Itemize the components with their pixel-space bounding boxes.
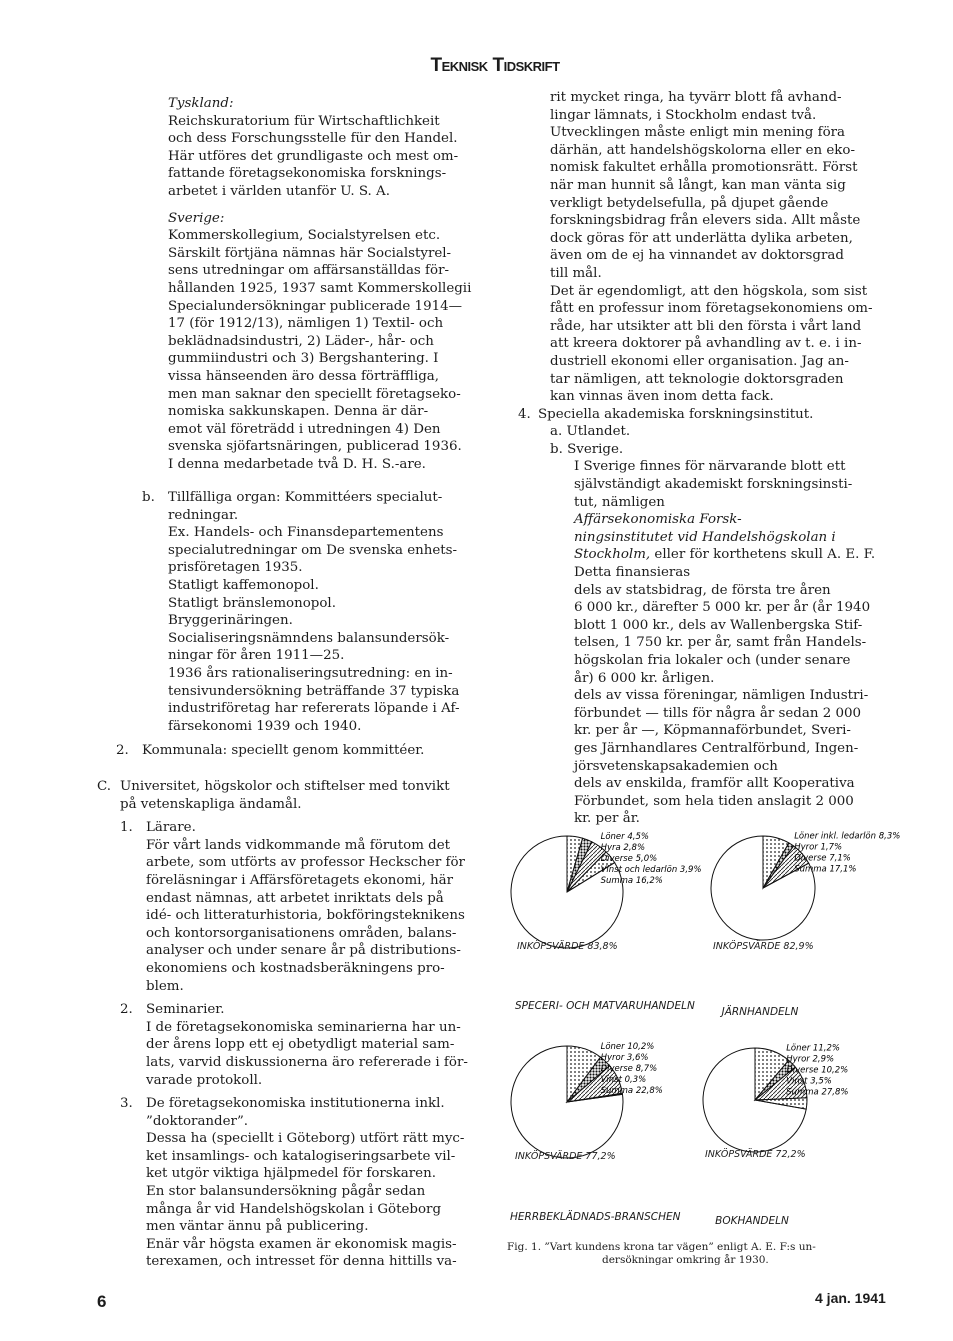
item-4a: a. Utlandet. [550,424,631,440]
pie4-title: BOKHANDELN [715,1215,789,1227]
item-2-text: Kommunala: speciellt genom kommittéer. [142,743,425,759]
item-2-kommunala [116,742,478,760]
text-line: jörsvetenskapsakademien och [574,758,778,774]
afi-name-1: Affärsekonomiska Forsk- [574,512,742,528]
text-line: En stor balansundersökning pågår sedan [146,1184,426,1200]
text-line: dustriell ekonomi eller organisation. Jag an- [550,353,849,369]
text-line: 6 000 kr., därefter 5 000 kr. per år (år 1940 [574,600,871,616]
text-line: vissa hänseenden äro dessa förträffliga, [168,368,440,384]
sub-2-number: 2. [120,1002,133,1018]
pie1-label-5: Summa 16,2% [600,875,663,886]
text-line: Enär vår högsta examen är ekonomisk magis- [146,1236,457,1252]
text-line: der årens lopp ett ej obetydligt material sam- [146,1037,455,1053]
text-line: idé- och litteraturhistoria, bokföringsteknikens [146,908,465,924]
sub-2-title: Seminarier. [146,1002,225,1018]
text-line: fått en professur inom företagsekonomiens om- [550,301,873,317]
text-line: tar nämligen, att teknologie doktorsgraden [550,371,844,387]
text-line: Det är egendomligt, att den högskola, som sist [550,283,868,299]
text-line: kan vinnas även inom detta fack. [550,389,774,405]
pie1-label-4: Vinst och ledarlön 3,9% [600,864,702,875]
text-line: beklädnadsindustri, 2) Läder-, hår- och [168,333,434,349]
pie1-label-1: Löner 4,5% [600,831,649,842]
text-line: ket utgör viktiga hjälpmedel för forskaren. [146,1166,436,1182]
section-c [97,778,478,813]
text-line: Kommerskollegium, Socialstyrelsen etc. [168,228,441,244]
text-line: Förbundet, som hela tiden anslagit 2 000 [574,793,854,809]
pie2-label-3: Diverse 7,1% [794,853,851,864]
pie3-label-3: Diverse 8,7% [600,1063,658,1074]
left-column-middle [116,489,478,760]
text-line: emot väl företrädd i utredningen 4) Den [168,421,441,437]
text-line: lingar lämnats, i Stockholm endast två. [550,107,817,123]
text-line: Här utföres det grundligaste och mest om- [168,148,459,164]
item-4-number: 4. [518,406,531,422]
text-line: Universitet, högskolor och stiftelser med tonvikt [120,779,450,794]
pie1-title: SPECERI- OCH MATVARUHANDELN [515,1000,695,1012]
caption-label: Fig. 1. [507,1241,542,1253]
text-line: analyser och under senare år på distributions- [146,943,461,959]
text-line: dock göras för att underlätta dylika arbeten, [550,230,853,246]
sub-1-title: Lärare. [146,820,196,836]
sub-2-text [146,1019,478,1089]
text-line: Särskilt förtjäna nämnas här Socialstyrel- [168,245,452,261]
text-line: gummiindustri och 3) Bergshantering. I [168,351,439,367]
issue-date: 4 jan. 1941 [815,1290,886,1306]
text-line: föreläsningar i Affärsföretagets ekonomi, här [146,872,453,888]
item-b-number: b. [142,490,155,505]
item-4b: b. Sverige. [550,441,624,457]
section-c-text [120,778,478,813]
text-line: förbundet — tills för några år sedan 2 000 [574,705,862,721]
text-line: Socialiseringsnämndens balansundersök- [168,630,450,646]
text-line: år) 6 000 kr. årligen. [574,670,715,686]
sub-3-number: 3. [120,1096,133,1112]
item-b-text [168,489,478,524]
text-line: specialutredningar om De svenska enhets- [168,542,458,558]
sub-1-number: 1. [120,820,133,836]
text-line: telsen, 1 750 kr. per år, samt från Handels- [574,635,867,651]
figure-caption [507,1241,892,1267]
text-line: även om de ej ha vinnandet av doktorsgrad [550,248,844,264]
pie-charts-figure [505,830,905,1250]
text-line: lats, varvid diskussionerna äro refererade i för- [146,1054,468,1070]
pie2-inkopsvarde-label: INKÖPSVÄRDE 82,9% [713,941,814,952]
page-number: 6 [97,1292,107,1311]
afi-name-3: Stockholm, [574,547,651,563]
text-line: hållanden 1925, 1937 samt Kommerskollegii [168,280,472,296]
caption-text-2: dersökningar omkring år 1930. [602,1254,769,1266]
text-line: men väntar ännu på publicering. [146,1219,369,1235]
text-line: att kreera doktorer på avhandling av t. e. i in- [550,336,862,352]
pie3-label-5: Summa 22,8% [600,1085,663,1096]
text-line: I Sverige finnes för närvarande blott ett [574,459,846,475]
text-line: nomisk fakultet erhålla promotionsrätt. Först [550,160,858,176]
finance-text [574,564,887,828]
pie4-label-3: Diverse 10,2% [786,1065,849,1076]
text-line: när man hunnit så långt, kan man vänta sig [550,177,846,193]
right-top-paragraphs [530,89,887,406]
pie3-inkopsvarde-label: INKÖPSVÄRDE 77,2% [515,1151,616,1162]
pie1-label-3: Diverse 5,0% [600,853,658,864]
text-line: Statligt bränslemonopol. [168,595,336,611]
sub-2-seminarier [97,1001,478,1089]
text-line: 17 (för 1912/13), nämligen 1) Textil- och [168,316,444,332]
text-line: Detta finansieras [574,565,691,581]
text-line: tut, nämligen [574,494,665,510]
text-line: Statligt kaffemonopol. [168,577,319,593]
text-line: Dessa ha (speciellt i Göteborg) utfört rätt myc- [146,1131,465,1147]
text-line: kr. per år —, Köpmannaförbundet, Sveri- [574,723,851,739]
pie2-label-1: Löner inkl. ledarlön 8,3% [794,831,901,842]
sverige-institute [530,458,887,827]
text-line: dels av vissa föreningar, nämligen Industri- [574,688,869,704]
pie2-label-4: Summa 17,1% [794,864,857,875]
pie1-inkopsvarde-label: INKÖPSVÄRDE 83,8% [517,941,618,952]
left-column-lower [97,778,478,1271]
tyskland-paragraph [168,113,478,201]
text-line: I denna medarbetade två D. H. S.-are. [168,456,426,472]
text-line: dels av enskilda, framför allt Kooperativa [574,776,855,792]
sub-3-institutioner [97,1095,478,1271]
text-line: Ex. Handels- och Finansdepartementens [168,525,444,541]
afi-tail: eller för korthetens skull A. E. F. [654,547,876,563]
text-line: endast nämnas, att arbetet inriktats dels på [146,890,444,906]
text-line: och kontorsorganisationens områden, balans- [146,925,457,941]
text-line: svenska sjöfartsnäringen, publicerad 1936. [168,439,462,455]
text-line: ket insamlings- och katalogiseringsarbete vil- [146,1148,456,1164]
text-line: dels av statsbidrag, de första tre åren [574,582,831,598]
pie3-title: HERRBEKLÄDNADS-BRANSCHEN [510,1211,681,1223]
text-line: Utvecklingen måste enligt min mening föra [550,125,846,141]
pie4-label-2: Hyror 2,9% [786,1054,835,1065]
text-line: rit mycket ringa, ha tyvärr blott få avhand- [550,90,842,105]
sub-1-larare [97,819,478,995]
examples-list [168,524,478,735]
text-line: därhän, att handelshögskolorna eller en eko- [550,142,856,158]
right-column [518,89,887,828]
pie4-label-1: Löner 11,2% [786,1043,840,1054]
text-line: blem. [146,978,184,994]
text-line: prisföretagen 1935. [168,560,303,576]
text-line: ekonomiens och kostnadsberäkningens pro- [146,960,445,976]
text-line: industriföretag har refererats löpande i Af- [168,701,460,717]
afi-name-2: ningsinstitutet vid Handelshögskolan i [574,529,836,545]
text-line: ges Järnhandlares Centralförbund, Ingen- [574,740,859,756]
text-line: tensivundersökning beträffande 37 typiska [168,683,460,699]
text-line: färsekonomi 1939 och 1940. [168,718,362,734]
text-line: I de företagsekonomiska seminarierna har un- [146,1019,461,1035]
text-line: arbetet i världen utanför U. S. A. [168,183,390,199]
masthead: Teknisk Tidskrift [430,55,560,76]
item-4 [518,406,887,424]
pie4-inkopsvarde-label: INKÖPSVÄRDE 72,2% [705,1149,806,1160]
pie2-title: JÄRNHANDELN [721,1006,799,1018]
text-line: De företagsekonomiska institutionerna inkl. [146,1096,445,1112]
pie2-label-2: Hyror 1,7% [794,842,843,853]
text-line: sens utredningar om affärsanställdas för- [168,263,450,279]
text-line: många år vid Handelshögskolan i Göteborg [146,1201,442,1217]
text-line: kr. per år. [574,811,640,827]
pie1-label-2: Hyra 2,8% [600,842,646,853]
text-line: terexamen, och intresset för denna hittills va- [146,1254,457,1270]
item-4-text: Speciella akademiska forskningsinstitut. [538,406,814,422]
text-line: 1936 års rationaliseringsutredning: en in- [168,665,453,681]
text-line: redningar. [168,507,239,523]
text-line: verkligt betydelsefulla, på djupet gående [550,195,829,211]
pie3-label-4: Vinst 0,3% [600,1074,647,1085]
text-line: För vårt lands vidkommande må förutom det [146,837,451,853]
pie3-label-1: Löner 10,2% [600,1041,655,1052]
text-line: råde, har utsikter att bli den första i vårt land [550,318,862,334]
text-line: nomiska sakkunskapen. Denna är där- [168,404,429,420]
text-line: ”doktorander”. [146,1113,249,1129]
sverige-heading: Sverige: [168,210,225,226]
pie4-label-5: Summa 27,8% [786,1087,849,1098]
pie-charts-svg [505,830,905,1240]
left-column-upper [168,95,478,473]
text-line: arbete, som utförts av professor Heckscher för [146,855,465,871]
sverige-paragraph [168,227,478,473]
text-line: varade protokoll. [146,1072,263,1088]
text-line: högskolan fria lokaler och (under senare [574,653,851,668]
text-line: blott 1 000 kr., dels av Wallenbergska Stif- [574,617,863,633]
text-line: på vetenskapliga ändamål. [120,796,302,812]
sub-3-text [146,1095,478,1271]
item-2-number: 2. [116,743,129,759]
text-line: Bryggerinäringen. [168,613,293,629]
text-line: men man saknar den speciellt företagseko- [168,386,461,402]
text-line: självständigt akademiskt forskningsinsti- [574,477,853,493]
text-line: Tillfälliga organ: Kommittéers specialut- [168,490,443,505]
text-line: till mål. [550,265,602,281]
text-line: fattande företagsekonomiska forsknings- [168,166,447,182]
section-c-number: C. [97,779,112,794]
text-line: Reichskuratorium für Wirtschaftlichkeit [168,113,440,129]
text-line: och dess Forschungsstelle für den Handel. [168,131,458,147]
text-line: forskningsbidrag från elevers sida. Allt måste [550,213,861,229]
sub-1-text [146,837,478,995]
pie4-label-4: Vinst 3,5% [786,1076,832,1087]
text-line: Specialundersökningar publicerade 1914— [168,298,463,314]
sverige-text [574,458,887,511]
tyskland-heading: Tyskland: [168,96,234,111]
caption-text: ”Vart kundens krona tar vägen” enligt A. E. F:s un- [544,1241,816,1253]
text-line: ningar för åren 1911—25. [168,648,345,664]
item-b [142,489,478,735]
afi-name [574,511,887,564]
pie3-label-2: Hyror 3,6% [600,1052,649,1063]
